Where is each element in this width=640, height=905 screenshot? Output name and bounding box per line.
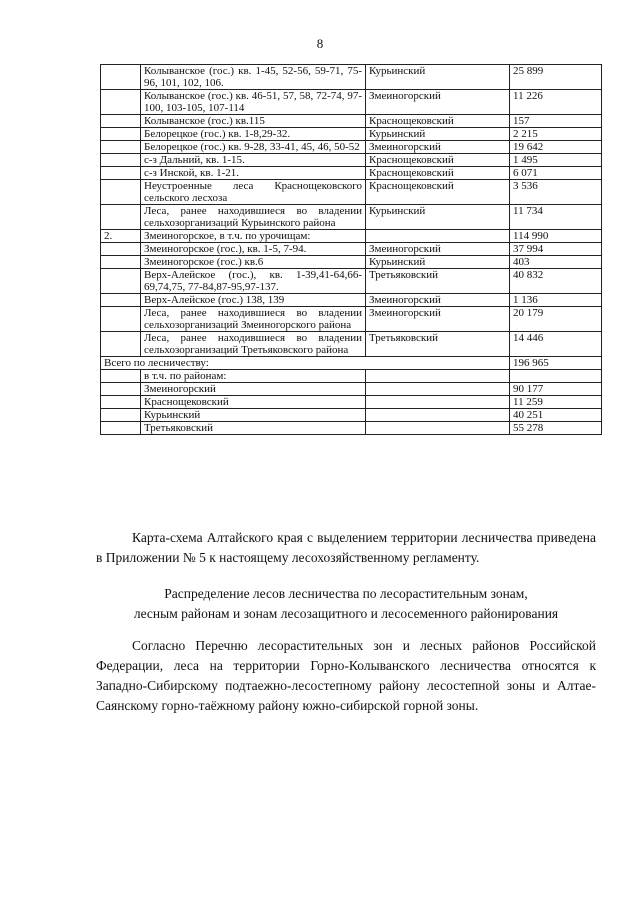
row-number-cell bbox=[101, 154, 141, 167]
row-number-cell bbox=[101, 294, 141, 307]
district-total-name-cell: Курьинский bbox=[141, 409, 366, 422]
page-number: 8 bbox=[316, 36, 324, 51]
row-number-cell bbox=[101, 205, 141, 230]
by-district-label-cell: в т.ч. по районам: bbox=[141, 370, 366, 383]
total-value-cell: 196 965 bbox=[510, 357, 602, 370]
row-number-cell bbox=[101, 243, 141, 256]
district-total-value-cell: 90 177 bbox=[510, 383, 602, 396]
table-row bbox=[101, 205, 602, 230]
district-cell: Краснощековский bbox=[366, 167, 510, 180]
area-cell: 6 071 bbox=[510, 167, 602, 180]
area-cell: 3 536 bbox=[510, 180, 602, 205]
row-number-cell: 2. bbox=[101, 230, 141, 243]
total-label-cell: Всего по лесничеству: bbox=[101, 357, 510, 370]
paragraph-forest-zones: Согласно Перечню лесорастительных зон и лесных районов Российской Федерации, леса на территории Горно-Колыванского лесничества относятся к Западно-Сибирскому подтаежно-лесостепному району лесостепной зоны и Алтае-Саянскому горно-таёжному району южно-сибирской горной зоны. bbox=[96, 638, 596, 713]
row-number-cell bbox=[101, 141, 141, 154]
area-cell: 20 179 bbox=[510, 307, 602, 332]
table-row bbox=[101, 230, 602, 243]
empty-cell bbox=[366, 383, 510, 396]
district-cell: Змеиногорский bbox=[366, 294, 510, 307]
forest-name-cell: Леса, ранее находившиеся во владении сельхозорганизаций Змеиногорского района bbox=[141, 307, 366, 332]
area-cell: 14 446 bbox=[510, 332, 602, 357]
table-row bbox=[101, 332, 602, 357]
empty-cell bbox=[510, 370, 602, 383]
empty-cell bbox=[366, 396, 510, 409]
forest-name-cell: Колыванское (гос.) кв.115 bbox=[141, 115, 366, 128]
forest-name-cell: Колыванское (гос.) кв. 46-51, 57, 58, 72-74, 97-100, 103-105, 107-114 bbox=[141, 90, 366, 115]
section-heading bbox=[96, 584, 596, 624]
district-total-value-cell: 55 278 bbox=[510, 422, 602, 435]
forest-name-cell: Змеиногорское (гос.) кв.6 bbox=[141, 256, 366, 269]
table-row bbox=[101, 256, 602, 269]
table-row bbox=[101, 141, 602, 154]
table-body bbox=[101, 65, 602, 435]
row-number-cell bbox=[101, 65, 141, 90]
district-cell: Третьяковский bbox=[366, 269, 510, 294]
area-cell: 11 734 bbox=[510, 205, 602, 230]
row-number-cell bbox=[101, 115, 141, 128]
area-cell: 403 bbox=[510, 256, 602, 269]
row-number-cell bbox=[101, 307, 141, 332]
forest-name-cell: Леса, ранее находившиеся во владении сельхозорганизаций Третьяковского района bbox=[141, 332, 366, 357]
row-number-cell bbox=[101, 269, 141, 294]
district-total-name-cell: Змеиногорский bbox=[141, 383, 366, 396]
forest-name-cell: Верх-Алейское (гос.) 138, 139 bbox=[141, 294, 366, 307]
forest-name-cell: Леса, ранее находившиеся во владении сельхозорганизаций Курьинского района bbox=[141, 205, 366, 230]
total-row bbox=[101, 357, 602, 370]
district-cell: Змеиногорский bbox=[366, 141, 510, 154]
table-row bbox=[101, 65, 602, 90]
table-row bbox=[101, 307, 602, 332]
table-row bbox=[101, 167, 602, 180]
district-cell: Третьяковский bbox=[366, 332, 510, 357]
area-cell: 40 832 bbox=[510, 269, 602, 294]
paragraph-map-reference: Карта-схема Алтайского края с выделением территории лесничества приведена в Приложении № 5 к настоящему лесохозяйственному регламенту. bbox=[96, 530, 596, 565]
area-cell: 25 899 bbox=[510, 65, 602, 90]
forest-name-cell: с-з Инской, кв. 1-21. bbox=[141, 167, 366, 180]
table-row bbox=[101, 243, 602, 256]
empty-cell bbox=[101, 370, 141, 383]
forest-name-cell: Змеиногорское, в т.ч. по урочищам: bbox=[141, 230, 366, 243]
area-cell: 1 136 bbox=[510, 294, 602, 307]
by-district-label-row bbox=[101, 370, 602, 383]
forest-name-cell: Неустроенные леса Краснощековского сельского лесхоза bbox=[141, 180, 366, 205]
empty-cell bbox=[101, 409, 141, 422]
district-total-row bbox=[101, 396, 602, 409]
empty-cell bbox=[101, 383, 141, 396]
forest-name-cell: Колыванское (гос.) кв. 1-45, 52-56, 59-71, 75-96, 101, 102, 106. bbox=[141, 65, 366, 90]
table-row bbox=[101, 128, 602, 141]
area-cell: 2 215 bbox=[510, 128, 602, 141]
district-cell: Курьинский bbox=[366, 205, 510, 230]
forest-name-cell: Змеиногорское (гос.), кв. 1-5, 7-94. bbox=[141, 243, 366, 256]
empty-cell bbox=[366, 422, 510, 435]
empty-cell bbox=[101, 396, 141, 409]
table-row bbox=[101, 90, 602, 115]
section-heading-line-2: лесным районам и зонам лесозащитного и лесосеменного районирования bbox=[133, 606, 559, 621]
forest-name-cell: Белорецкое (гос.) кв. 9-28, 33-41, 45, 46, 50-52 bbox=[141, 141, 366, 154]
forest-area-table bbox=[100, 64, 602, 435]
district-total-row bbox=[101, 422, 602, 435]
district-cell: Змеиногорский bbox=[366, 243, 510, 256]
section-heading-line-1: Распределение лесов лесничества по лесорастительным зонам, bbox=[164, 586, 528, 601]
district-total-value-cell: 11 259 bbox=[510, 396, 602, 409]
district-total-row bbox=[101, 409, 602, 422]
empty-cell bbox=[366, 370, 510, 383]
district-total-row bbox=[101, 383, 602, 396]
district-cell: Краснощековский bbox=[366, 154, 510, 167]
table-row bbox=[101, 115, 602, 128]
district-cell: Краснощековский bbox=[366, 115, 510, 128]
empty-cell bbox=[366, 409, 510, 422]
area-cell: 19 642 bbox=[510, 141, 602, 154]
area-cell: 37 994 bbox=[510, 243, 602, 256]
table-row bbox=[101, 154, 602, 167]
row-number-cell bbox=[101, 128, 141, 141]
row-number-cell bbox=[101, 167, 141, 180]
row-number-cell bbox=[101, 90, 141, 115]
district-cell: Змеиногорский bbox=[366, 90, 510, 115]
row-number-cell bbox=[101, 332, 141, 357]
forest-name-cell: Верх-Алейское (гос.), кв. 1-39,41-64,66-69,74,75, 77-84,87-95,97-137. bbox=[141, 269, 366, 294]
area-cell: 157 bbox=[510, 115, 602, 128]
table-row bbox=[101, 294, 602, 307]
district-cell bbox=[366, 230, 510, 243]
table-row bbox=[101, 269, 602, 294]
empty-cell bbox=[101, 422, 141, 435]
forest-name-cell: Белорецкое (гос.) кв. 1-8,29-32. bbox=[141, 128, 366, 141]
district-cell: Курьинский bbox=[366, 65, 510, 90]
table-row bbox=[101, 180, 602, 205]
row-number-cell bbox=[101, 180, 141, 205]
district-cell: Краснощековский bbox=[366, 180, 510, 205]
forest-name-cell: с-з Дальний, кв. 1-15. bbox=[141, 154, 366, 167]
area-cell: 11 226 bbox=[510, 90, 602, 115]
area-cell: 114 990 bbox=[510, 230, 602, 243]
district-total-value-cell: 40 251 bbox=[510, 409, 602, 422]
district-cell: Змеиногорский bbox=[366, 307, 510, 332]
district-total-name-cell: Третьяковский bbox=[141, 422, 366, 435]
district-total-name-cell: Краснощековский bbox=[141, 396, 366, 409]
row-number-cell bbox=[101, 256, 141, 269]
district-cell: Курьинский bbox=[366, 128, 510, 141]
area-cell: 1 495 bbox=[510, 154, 602, 167]
district-cell: Курьинский bbox=[366, 256, 510, 269]
